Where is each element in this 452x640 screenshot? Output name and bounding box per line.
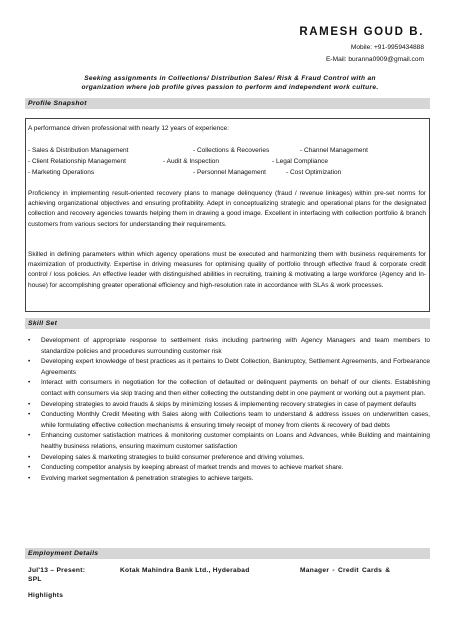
section-header-profile: Profile Snapshot [25,98,430,109]
bullet-icon: • [28,432,31,440]
list-item [25,410,430,431]
candidate-name: RAMESH GOUD B. [299,26,424,38]
profile-paragraph: Skilled in defining parameters within which agency operations must be executed and harmonizing them with business requirements for maximization of productivity. Expertise in driving measures for optimising quality of portfolio through effective fraud & corporate credit control / loss policies. An effective leader with distinguished abilities in recruiting, training & motivating a large workforce (Agency and In-house) for accomplishing greater operational efficiency and high-resolution rate in accordance with SLAs & work processes. [28,251,426,289]
skill-tag: - Cost Optimization [286,169,342,176]
profile-paragraph: Proficiency in implementing result-oriented recovery plans to manage delinquency (fraud / revenue linkages) within pre-set norms for achieving organizational objectives and ensuring profitability. Adept in conceptualizing strategic and operational plans for the designated collection and recovery agencies towards helping them in drawing a good image. Excellent in interfacing with collection portfolio & branch customers from various sectors for understanding their requirements. [28,190,426,228]
list-item-text: Conducting Monthly Credit Meeting with Sales along with Collections team to understand & address issues on underwritten cases, while formulating effective collection mechanisms & ensuring timely receipt of money from clients & recovery of bad debts [41,411,430,429]
list-item [25,474,430,485]
section-header-employment: Employment Details [25,548,430,559]
bullet-icon: • [28,400,31,408]
list-item-text: Developing expert knowledge of best practices as it pertains to Debt Collection, Bankruptcy, Settlement Agreements, and Forbearance Agreements [41,358,430,376]
list-item [25,463,430,474]
objective-line: organization where job profile gives passion to perform and independent work culture. [81,84,379,91]
list-item-text: Development of appropriate response to settlement risks including partnering with Agency Managers and team members to standardize policies and procedures surrounding customer risk [41,337,430,355]
list-item [25,357,430,378]
list-item-text: Developing sales & marketing strategies to build consumer preference and driving volumes. [41,453,305,461]
skill-tag: - Marketing Operations [28,169,95,176]
skill-tag: - Sales & Distribution Management [28,147,129,154]
skill-tag: - Audit & Inspection [163,158,220,165]
highlights-heading: Highlights [28,592,64,599]
bullet-icon: • [28,464,31,472]
list-item [25,431,430,452]
job-title-continued: SPL [28,576,42,583]
objective-line: Seeking assignments in Collections/ Distribution Sales/ Risk & Fraud Control with an [84,75,376,82]
skill-tag: - Client Relationship Management [28,158,126,165]
bullet-icon: • [28,474,31,482]
bullet-icon: • [28,379,31,387]
skill-list [25,336,430,484]
email-address: E-Mail: buranna0909@gmail.com [326,56,424,63]
employer-name: Kotak Mahindra Bank Ltd., Hyderabad [120,567,250,574]
skill-tag: - Channel Management [300,147,368,154]
bullet-icon: • [28,337,31,344]
list-item-text: Conducting competitor analysis by keeping abreast of market trends and moves to achieve market share. [41,464,344,472]
bullet-icon: • [28,453,31,461]
bullet-icon: • [28,411,31,419]
employment-period: Jul'13 – Present: [28,567,86,574]
job-title: Manager - Credit Cards & [300,567,391,574]
list-item-text: Evolving market segmentation & penetration strategies to achieve targets. [41,474,254,482]
list-item [25,378,430,399]
list-item [25,336,430,357]
list-item [25,453,430,464]
skill-tag: - Personnel Management [193,169,266,176]
profile-intro: A performance driven professional with nearly 12 years of experience: [28,125,229,132]
list-item-text: Interact with consumers in negotiation for the collection of defaulted or delinquent payments on behalf of our clients. Establishing contact with consumers via skip tracing and then either collecting the outstanding debt in one payment or working out a payment plan. [41,379,430,397]
career-objective [40,74,420,92]
section-header-skills: Skill Set [25,318,430,329]
bullet-icon: • [28,358,31,366]
list-item-text: Developing strategies to avoid frauds & skips by minimizing losses & implementing recovery strategies in case of payment defaults [41,400,417,408]
list-item-text: Enhancing customer satisfaction matrices & monitoring customer complaints on Loans and Advances, while Building and maintaining healthy business relations, ensuring maximum customer satisfaction [41,432,430,450]
list-item [25,400,430,411]
skill-tag: - Legal Compliance [272,158,329,165]
skill-tag: - Collections & Recoveries [193,147,270,154]
mobile-number: Mobile: +91-9959434888 [350,44,424,51]
